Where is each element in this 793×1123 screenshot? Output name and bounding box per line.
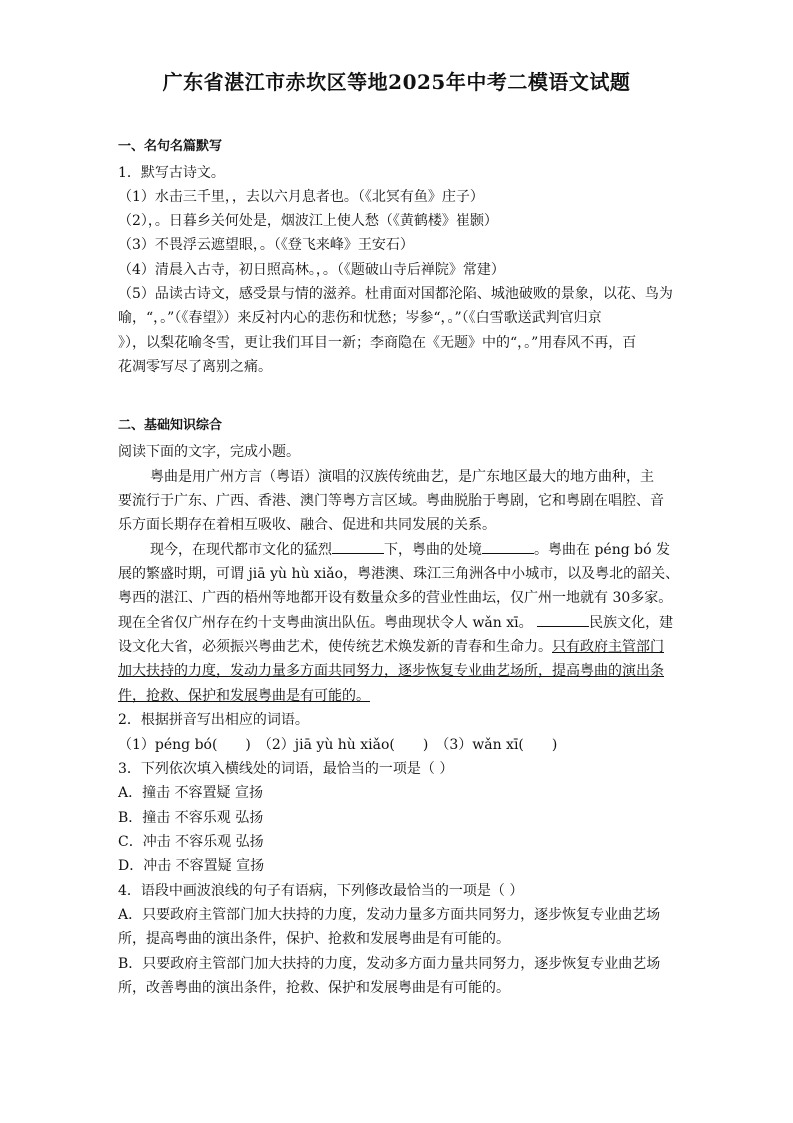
section-heading-2: 二、基础知识综合 bbox=[118, 418, 223, 433]
question-1-item-3: （3）不畏浮云遮望眼，。（《登飞来峰》王安石） bbox=[118, 237, 414, 253]
fill-blank-2 bbox=[482, 541, 534, 554]
passage-para-2-line-4: 现在全省仅广州存在约十支粤曲演出队伍。粤曲现状令人 wǎn xī。 民族文化，建 bbox=[118, 615, 674, 631]
question-4-option-b-line-2: 所，改善粤曲的演出条件，抢救、保护和发展粤曲是有可能的。 bbox=[118, 980, 510, 996]
question-1-item-5-line-4: 花凋零写尽了离别之痛。 bbox=[118, 359, 272, 375]
question-3-option-d: D．冲击 不容置疑 宣扬 bbox=[118, 858, 265, 874]
passage-para-2-line-2: 展的繁盛时期，可谓 jiā yù hù xiǎo，粤港澳、珠江三角洲各中小城市，以及粤北的韶关、 bbox=[118, 566, 680, 582]
wavy-underlined-sentence-line-2: 加大扶持的力度，发动力量多方面共同努力，逐步恢复专业曲艺场所，提高粤曲的演出条 bbox=[118, 663, 664, 679]
question-4-option-a-line-2: 所，提高粤曲的演出条件，保护、抢救和发展粤曲是有可能的。 bbox=[118, 931, 510, 947]
question-3-option-b: B．撞击 不容乐观 弘扬 bbox=[118, 810, 264, 826]
question-1-item-5-line-3: 》），以梨花喻冬雪，更让我们耳目一新；李商隐在《无题》中的“，。”用春风不再，百 bbox=[118, 335, 637, 351]
question-1: 1．默写古诗文。 bbox=[118, 165, 225, 181]
wavy-underlined-sentence-start: 只有政府主管部门 bbox=[552, 639, 664, 655]
question-1-item-5-line-1: （5）品读古诗文，感受景与情的滋养。杜甫面对国都沦陷、城池破败的景象，以花、鸟为 bbox=[118, 286, 673, 302]
fill-blank-3 bbox=[537, 614, 589, 627]
question-4: 4．语段中画波浪线的句子有语病，下列修改最恰当的一项是（ ） bbox=[118, 883, 524, 899]
question-3-option-a: A．撞击 不容置疑 宣扬 bbox=[118, 785, 264, 801]
passage-para-1-line-3: 乐方面长期存在着相互吸收、融合、促进和共同发展的关系。 bbox=[118, 517, 496, 533]
page-title: 广东省湛江市赤坎区等地2025年中考二模语文试题 bbox=[162, 70, 631, 94]
passage-para-1-line-2: 要流行于广东、广西、香港、澳门等粤方言区域。粤曲脱胎于粤剧，它和粤剧在唱腔、音 bbox=[118, 493, 664, 509]
question-1-item-1: （1）水击三千里，，去以六月息者也。（《北冥有鱼》庄子） bbox=[118, 189, 484, 205]
section-heading-1: 一、名句名篇默写 bbox=[118, 139, 223, 154]
question-4-option-a-line-1: A．只要政府主管部门加大扶持的力度，发动力量多方面共同努力，逐步恢复专业曲艺场 bbox=[118, 907, 661, 923]
question-1-item-2: （2），。日暮乡关何处是，烟波江上使人愁（《黄鹤楼》崔颢） bbox=[118, 213, 498, 229]
passage-para-1-line-1: 粤曲是用广州方言（粤语）演唱的汉族传统曲艺，是广东地区最大的地方曲种，主 bbox=[150, 469, 654, 485]
question-3: 3．下列依次填入横线处的词语，最恰当的一项是（ ） bbox=[118, 761, 454, 777]
question-4-option-b-line-1: B．只要政府主管部门加大扶持的力度，发动多方面力量共同努力，逐步恢复专业曲艺场 bbox=[118, 956, 661, 972]
question-1-item-4: （4）清晨入古寺，初日照高林。，。（《题破山寺后禅院》常建） bbox=[118, 262, 505, 278]
fill-blank-1 bbox=[332, 541, 384, 554]
passage-para-2-line-5: 设文化大省，必须振兴粤曲艺术，使传统艺术焕发新的青春和生命力。只有政府主管部门 bbox=[118, 639, 664, 655]
passage-para-2-line-3: 粤西的湛江、广西的梧州等地都开设有数量众多的营业性曲坛，仅广州一地就有 30多家。 bbox=[118, 590, 673, 606]
reading-instruction: 阅读下面的文字，完成小题。 bbox=[118, 444, 300, 460]
question-3-option-c: C．冲击 不容乐观 弘扬 bbox=[118, 834, 264, 850]
wavy-underlined-sentence-line-3: 件，抢救、保护和发展粤曲是有可能的。 bbox=[118, 688, 370, 704]
question-1-item-5-line-2: 喻，“，。”（《春望》）来反衬内心的悲伤和忧愁；岑参“，。”（《白雪歌送武判官归京 bbox=[118, 310, 602, 326]
passage-para-2-line-1: 现今，在现代都市文化的猛烈 下，粤曲的处境 。粤曲在 péng bó 发 bbox=[150, 542, 670, 558]
question-2-options: （1）péng bó( ) （2）jiā yù hù xiǎo( ) （3）wǎn xī( ) bbox=[118, 737, 558, 753]
question-2: 2．根据拼音写出相应的词语。 bbox=[118, 712, 309, 728]
